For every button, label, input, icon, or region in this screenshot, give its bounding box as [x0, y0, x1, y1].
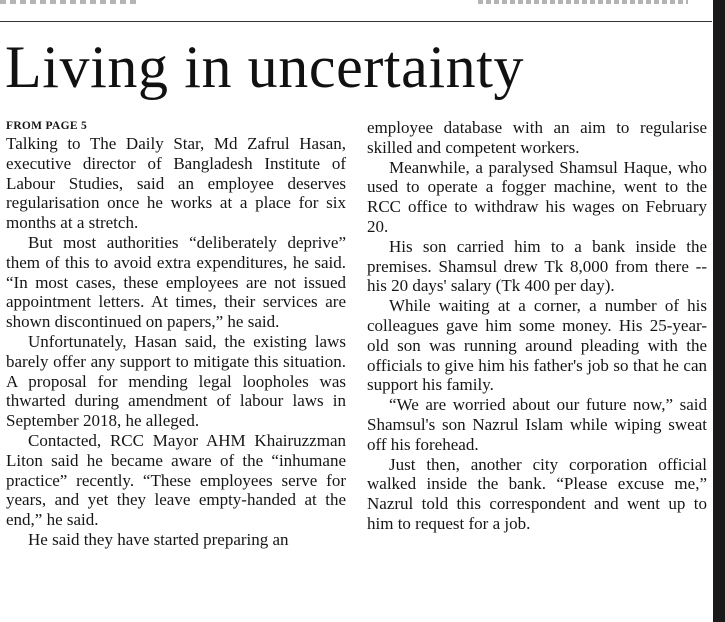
continuation-kicker: FROM PAGE 5	[6, 120, 88, 132]
paragraph: Talking to The Daily Star, Md Zafrul Hasan, executive director of Bangladesh Institute of Labour Studies, said an employee deserves regularisation once he works at a place for six months at a stretch.	[6, 134, 346, 233]
paragraph: “We are worried about our future now,” said Shamsul's son Nazrul Islam while wiping sweat off his forehead.	[367, 395, 707, 454]
paragraph: Contacted, RCC Mayor AHM Khairuzzman Liton said he became aware of the “inhumane practice” recently. “These employees serve for years, and yet they leave empty-handed at the end,” he said.	[6, 430, 346, 530]
paragraph: Unfortunately, Hasan said, the existing laws barely offer any support to mitigate this situation. A proposal for mending legal loopholes was thwarted during amendment of labour laws in September 2018, he alleged.	[6, 331, 346, 431]
paragraph: He said they have started preparing an	[28, 529, 289, 549]
headline: Living in uncertainty	[5, 34, 525, 100]
previous-text-fragment	[0, 0, 140, 4]
paragraph: But most authorities “deliberately deprive” them of this to avoid extra expenditures, he said. “In most cases, these employees are not issued appointment letters. At times, their services are shown discontinued on papers,” he said.	[6, 232, 346, 332]
article-column-left	[6, 119, 346, 550]
section-rule	[0, 21, 712, 22]
paragraph: His son carried him to a bank inside the premises. Shamsul drew Tk 8,000 from there -- his 20 days' salary (Tk 400 per day).	[367, 236, 707, 296]
article-column-right	[367, 118, 707, 534]
paragraph: While waiting at a corner, a number of his colleagues gave him some money. His 25-year-old son was running around pleading with the officials to give him his father's job so that he can support his family.	[367, 296, 707, 395]
paragraph: Meanwhile, a paralysed Shamsul Haque, who used to operate a fogger machine, went to the RCC office to withdraw his wages on February 20.	[367, 157, 707, 236]
paragraph: Just then, another city corporation official walked inside the bank. “Please excuse me,” Nazrul told this correspondent and went up to him to request for a job.	[367, 454, 707, 533]
page-edge	[713, 0, 725, 622]
paragraph: employee database with an aim to regularise skilled and competent workers.	[367, 118, 707, 157]
previous-text-fragment-right	[478, 0, 688, 4]
